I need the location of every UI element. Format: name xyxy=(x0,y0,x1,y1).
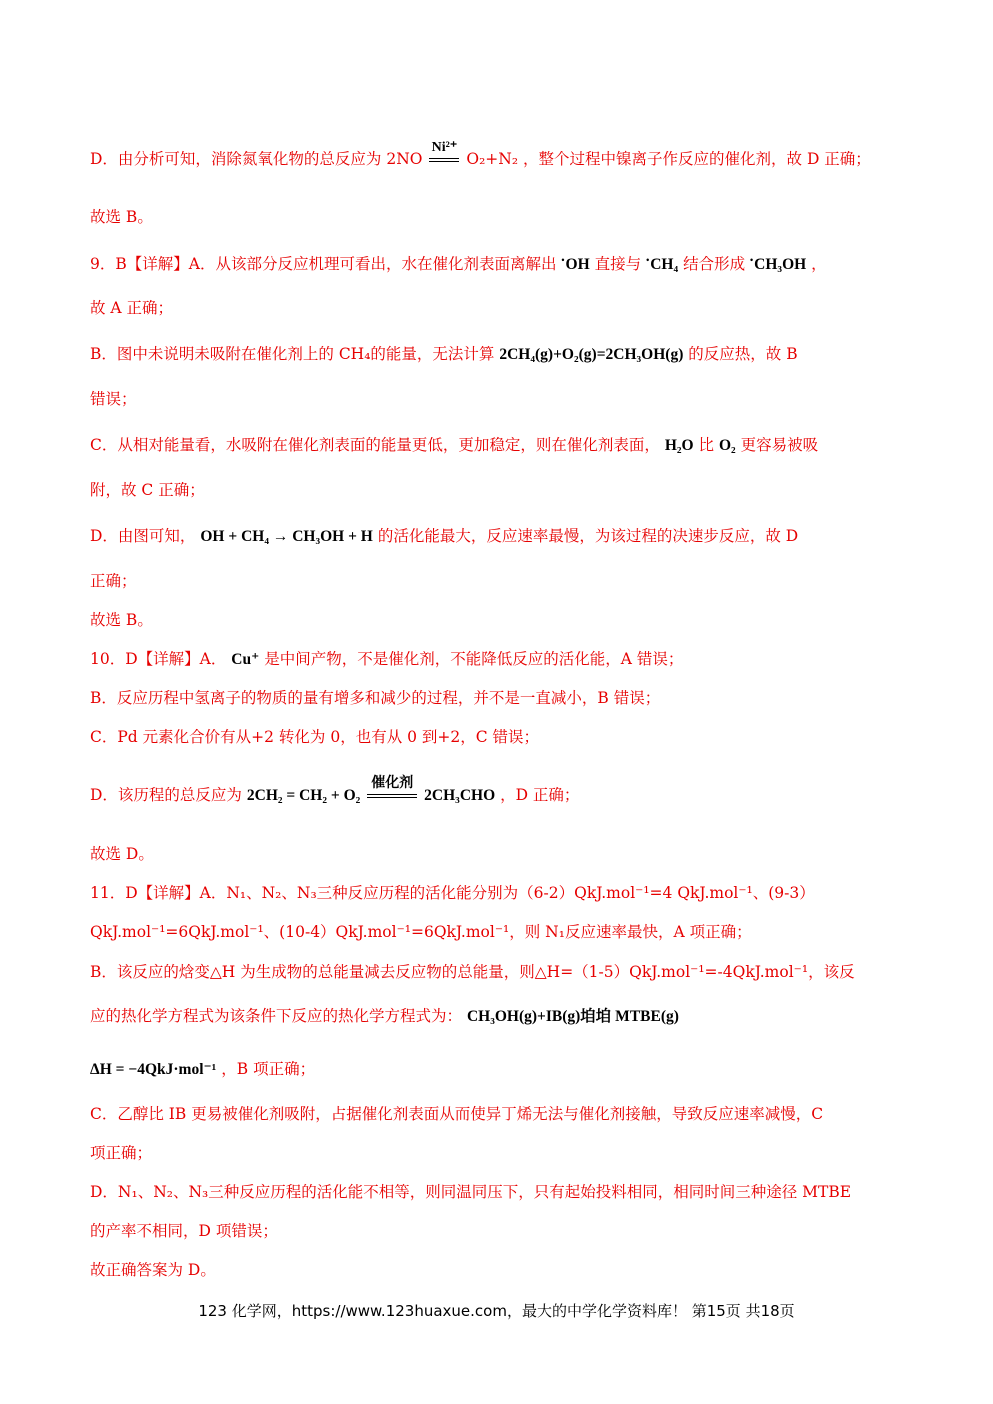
text: ，D 正确； xyxy=(500,786,580,804)
page-footer: 123 化学网，https://www.123huaxue.com，最大的中学化学资料库！ 第15页 共18页 xyxy=(198,1302,795,1320)
catalyst-label: Ni²⁺ xyxy=(431,140,458,155)
text: D．由图可知， xyxy=(90,527,196,545)
text: C．从相对能量看，水吸附在催化剂表面的能量更低，更加稳定，则在催化剂表面， xyxy=(90,436,660,454)
answer-d: 故选 D。 xyxy=(90,845,154,863)
q9-line-a2: 故 A 正确； xyxy=(90,299,174,317)
q11-line-b: B．该反应的焓变△H 为生成物的总能量减去反应物的总能量，则△H=（1-5）QkJ.mol⁻¹=-4QkJ.mol⁻¹，该反 xyxy=(90,963,855,981)
text: 比 xyxy=(698,436,715,454)
text: ， xyxy=(811,255,827,273)
formula-h2o: H₂O xyxy=(664,437,694,454)
text: 的活化能最大，反应速率最慢，为该过程的决速步反应，故 D xyxy=(377,527,799,545)
formula-ch3oh: •CH₃OH xyxy=(750,255,807,273)
text: ，B 项正确； xyxy=(221,1060,316,1078)
q11-line-a2: QkJ.mol⁻¹=6QkJ.mol⁻¹、(10-4）QkJ.mol⁻¹=6QkJ.mol⁻¹，则 N₁反应速率最快，A 项正确； xyxy=(90,923,752,941)
formula-reaction-step: OH + CH₄ → CH₃OH + H xyxy=(200,528,373,545)
text: 是中间产物，不是催化剂，不能降低反应的活化能，A 错误； xyxy=(264,650,684,668)
q10-line-b: B．反应历程中氢离子的物质的量有增多和减少的过程，并不是一直减小，B 错误； xyxy=(90,689,661,707)
q9-line-b2: 错误； xyxy=(90,390,137,408)
formula-ch4: •CH₄ xyxy=(646,255,679,273)
final-answer: 故正确答案为 D。 xyxy=(90,1261,216,1279)
q9-line-c2: 附，故 C 正确； xyxy=(90,481,205,499)
line-d-summary xyxy=(90,140,905,168)
formula-2no: 2NO xyxy=(386,150,423,168)
text: 9．B【详解】A．从该部分反应机理可看出，水在催化剂表面离解出 xyxy=(90,255,557,273)
text: D．由分析可知，消除氮氧化物的总反应为 xyxy=(90,150,382,168)
q11-line-b2 xyxy=(90,1009,905,1025)
q11-line-a: 11．D【详解】A．N₁、N₂、N₃三种反应历程的活化能分别为（6-2）QkJ.mol⁻¹=4 QkJ.mol⁻¹、(9-3） xyxy=(90,884,815,902)
text: 更容易被吸 xyxy=(740,436,819,454)
text: D．该历程的总反应为 xyxy=(90,786,242,804)
q11-line-d2: 的产率不相同，D 项错误； xyxy=(90,1222,278,1240)
text: ，整个过程中镍离子作反应的催化剂，故 D 正确； xyxy=(523,150,871,168)
q9-line-a xyxy=(90,257,905,273)
reaction-arrow xyxy=(429,140,459,162)
q11-line-d: D．N₁、N₂、N₃三种反应历程的活化能不相等，则同温同压下，只有起始投料相同，相同时间三种途径 MTBE xyxy=(90,1183,852,1201)
q10-line-d xyxy=(90,776,905,804)
text: 的反应热，故 B xyxy=(688,345,798,363)
q9-line-d2: 正确； xyxy=(90,572,137,590)
text: 应的热化学方程式为该条件下反应的热化学方程式为： xyxy=(90,1007,463,1025)
answer-b: 故选 B。 xyxy=(90,208,153,226)
q9-line-b xyxy=(90,347,905,363)
q11-line-c2: 项正确； xyxy=(90,1144,153,1162)
formula-delta-h: ΔH = −4QkJ·mol⁻¹ xyxy=(90,1061,217,1078)
text: 结合形成 xyxy=(683,255,746,273)
q11-line-b3 xyxy=(90,1062,905,1078)
formula-equation: 2CH₄(g)+O₂(g)=2CH₃OH(g) xyxy=(499,346,684,363)
q10-line-a xyxy=(90,652,905,668)
catalyst-label: 催化剂 xyxy=(371,776,414,791)
formula-products: O₂+N₂ xyxy=(466,150,519,168)
q9-line-d xyxy=(90,529,905,545)
q10-line-c: C．Pd 元素化合价有从+2 转化为 0，也有从 0 到+2，C 错误； xyxy=(90,728,540,746)
formula-oh: •OH xyxy=(561,255,590,273)
formula-thermo-equation: CH₃OH(g)+IB(g)垍垍 MTBE(g) xyxy=(466,1008,679,1025)
formula-reactants: 2CH₂ = CH₂ + O₂ xyxy=(246,787,361,804)
text: 10．D【详解】A． xyxy=(90,650,227,668)
formula-product: 2CH₃CHO xyxy=(424,787,496,804)
q11-line-c: C．乙醇比 IB 更易被催化剂吸附，占据催化剂表面从而使异丁烯无法与催化剂接触，导致反应速率减慢，C xyxy=(90,1105,824,1123)
formula-o2: O₂ xyxy=(718,437,736,454)
q9-line-c xyxy=(90,438,905,454)
text: B．图中未说明未吸附在催化剂上的 CH₄的能量，无法计算 xyxy=(90,345,495,363)
answer-b-2: 故选 B。 xyxy=(90,611,153,629)
reaction-arrow xyxy=(367,776,417,798)
formula-cu-ion: Cu⁺ xyxy=(231,651,260,668)
text: 直接与 xyxy=(594,255,642,273)
